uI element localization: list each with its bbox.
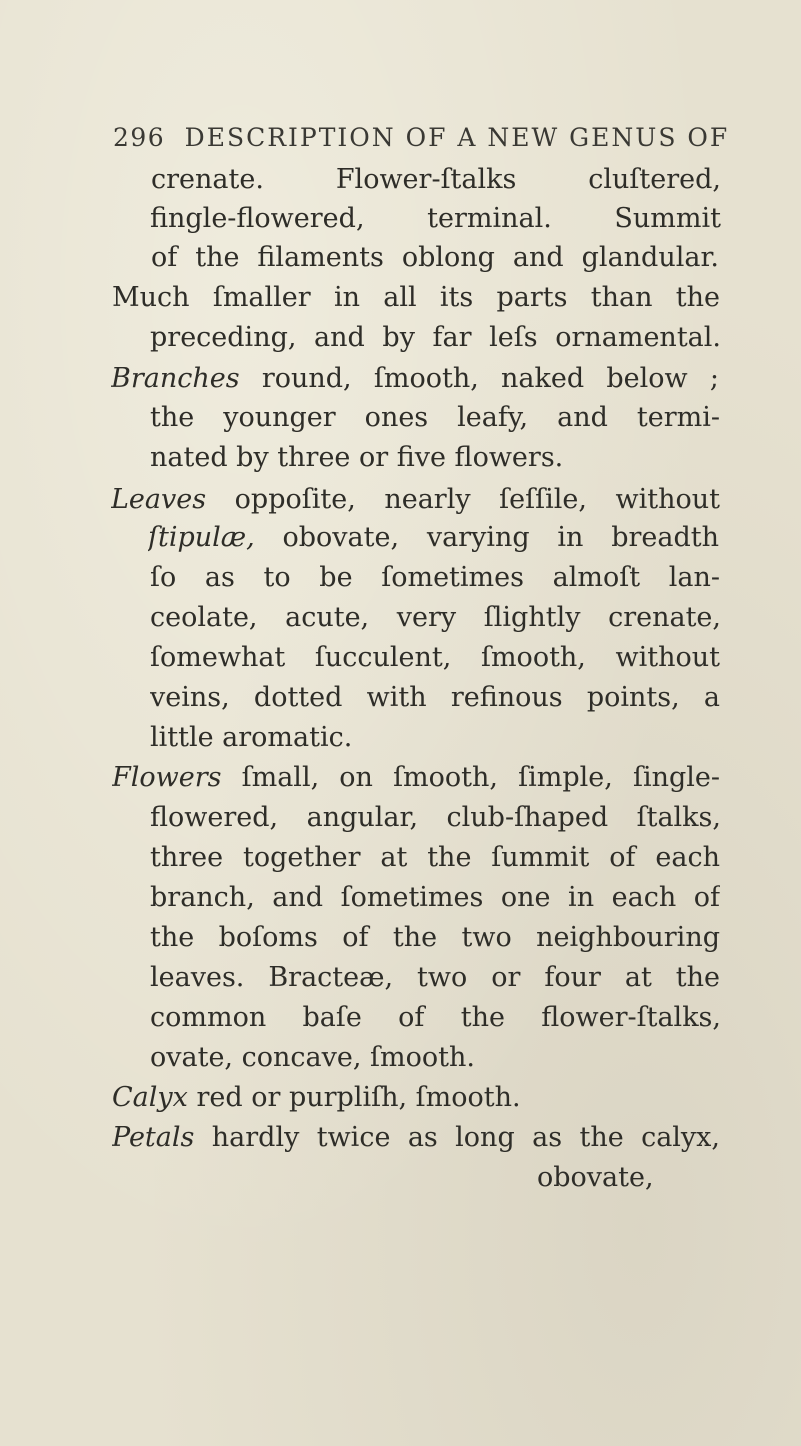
line-text: branch, and ſometimes one in each of [150,882,720,913]
paragraph-lead-term: Petals [112,1122,195,1153]
text-line [112,758,720,798]
line-text: obovate, varying in breadth [254,522,719,553]
text-line [150,558,720,598]
line-text: veins, dotted with refinous points, a [150,682,720,713]
text-line [150,1038,475,1078]
line-text: ceolate, acute, very ſlightly crenate, [150,602,721,633]
text-line [148,518,719,558]
running-head-title: DESCRIPTION OF A NEW GENUS OF [184,123,730,152]
line-text: little aromatic. [150,722,353,753]
line-text: ſo as to be ſometimes almoſt lan- [150,562,720,593]
page-number: 296 [113,123,166,152]
text-line [150,678,720,718]
line-text: the younger ones leafy, and termi- [150,402,720,433]
paragraph-lead-term: Flowers [112,762,222,793]
text-line [151,238,719,278]
paragraph-lead-term: Calyx [112,1082,188,1113]
text-line [150,718,352,758]
text-line [111,480,720,520]
line-text: nated by three or five flowers. [150,442,564,473]
paragraph-lead-term: ſtipulæ, [148,522,255,553]
line-text: common baſe of the flower-ſtalks, [150,1002,721,1033]
line-text: hardly twice as long as the calyx, [194,1122,720,1153]
text-line [150,958,720,998]
line-text: Much ſmaller in all its parts than the [112,282,720,313]
line-text: leaves. Bractеæ, two or four at the [150,962,720,993]
text-line [150,918,720,958]
text-line [112,1118,720,1158]
text-line [150,598,721,638]
line-text: the boſoms of the two neighbouring [150,922,720,953]
text-line [150,838,720,878]
line-text: ſomewhat ſucculent, ſmooth, without [150,642,720,673]
text-line [150,878,720,918]
line-text: ſmall, on ſmooth, ſimple, ſingle- [221,762,720,793]
line-text: crenate. Flower-ſtalks cluſtered, [151,164,721,195]
paragraph-lead-term: Leaves [111,484,207,515]
text-line [150,798,721,838]
text-line [111,359,719,399]
paragraph-lead-term: Branches [111,363,240,394]
line-text: fingle-flowered, terminal. Summit [150,203,721,234]
text-line [150,398,720,438]
text-line [150,318,721,358]
text-line [150,438,563,478]
running-head [113,123,753,152]
text-line [112,1078,521,1118]
text-line [112,278,720,318]
line-text: of the filaments oblong and glandular. [151,242,719,273]
text-line [537,1158,654,1198]
text-line [151,160,721,200]
line-text: round, ſmooth, naked below ; [239,363,719,394]
line-text: flowered, angular, club-ſhaped ſtalks, [150,802,721,833]
line-text: preceding, and by far leſs ornamental. [150,322,721,353]
text-line [150,998,721,1038]
line-text: three together at the ſummit of each [150,842,720,873]
text-line [150,199,721,239]
line-text: ovate, concave, ſmooth. [150,1042,475,1073]
line-text: oppoſite, nearly ſeſſile, without [206,484,720,515]
text-line [150,638,720,678]
line-text: obovate, [537,1162,654,1193]
line-text: red or purpliſh, ſmooth. [187,1082,521,1113]
